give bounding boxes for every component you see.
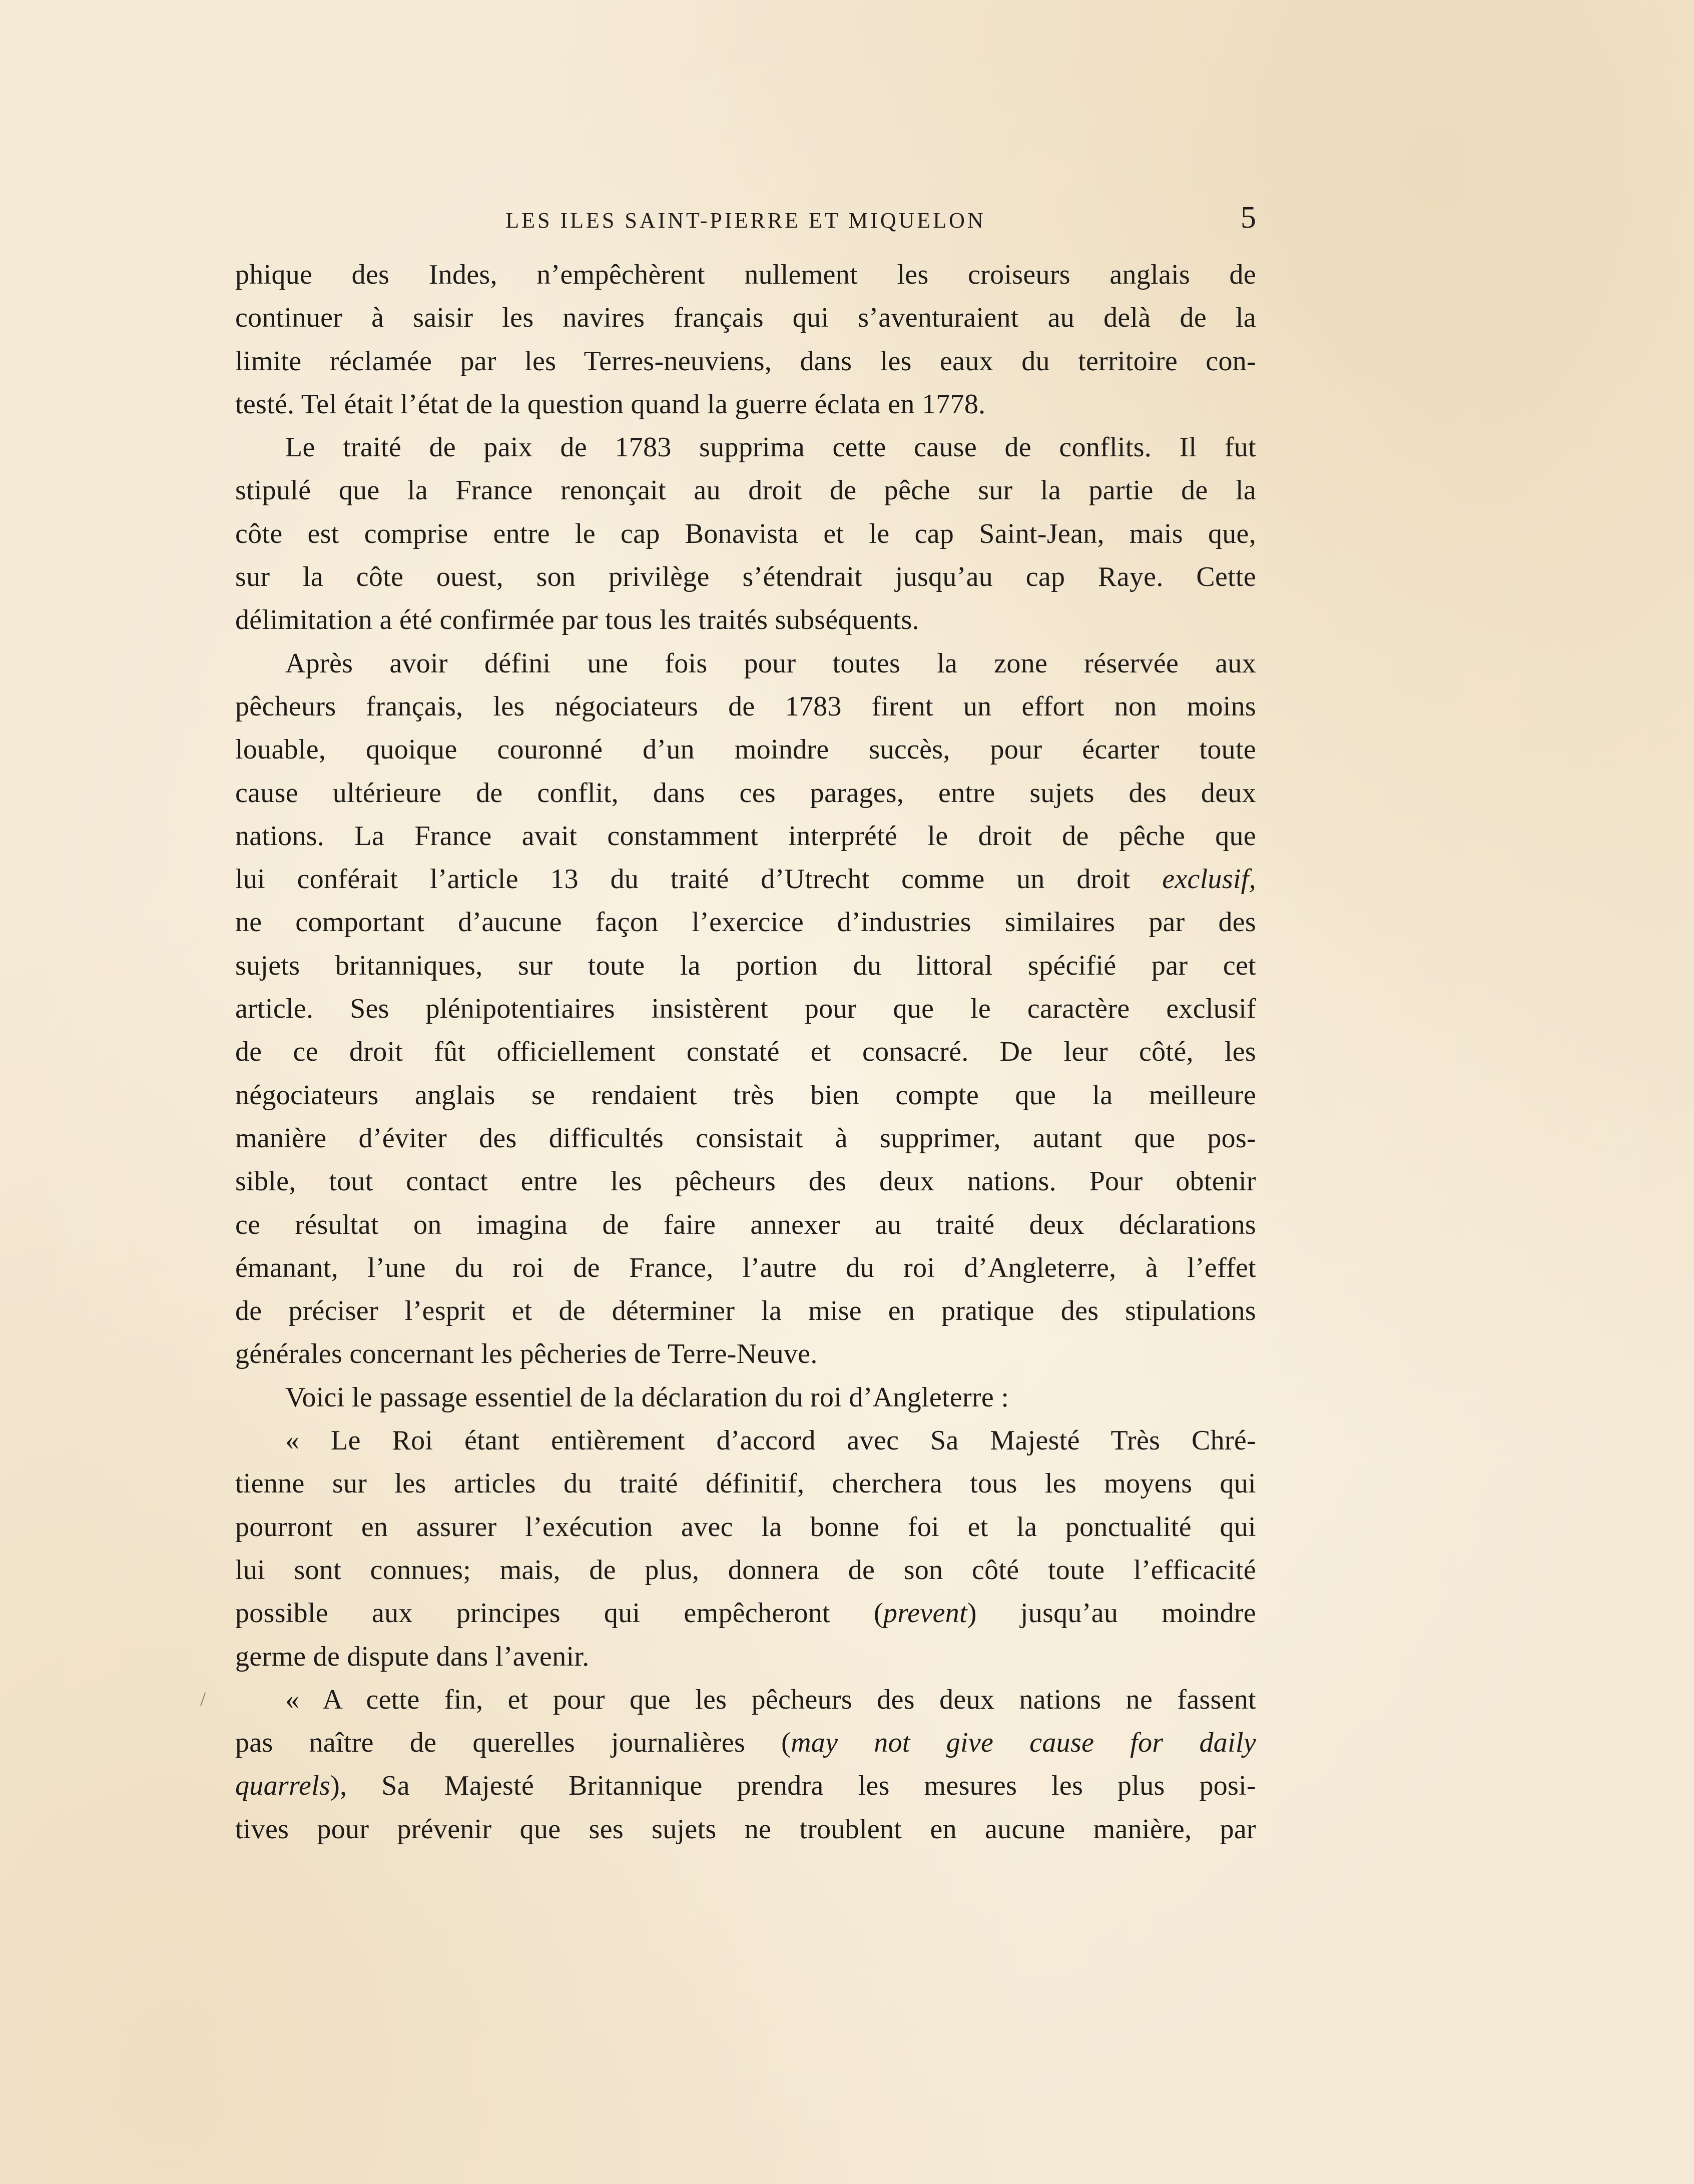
page-number: 5 (1241, 201, 1256, 235)
text-line: phique des Indes, n’empêchèrent nullement les croiseurs anglais de (235, 259, 1256, 290)
text-line: pêcheurs français, les négociateurs de 1783 firent un effort non moins (235, 690, 1256, 722)
paren-open: ( (874, 1598, 883, 1629)
text-line: nations. La France avait constamment interprété le droit de pêche que (235, 820, 1256, 852)
text-line: négociateurs anglais se rendaient très bien compte que la meilleure (235, 1079, 1256, 1111)
text-segment: pas naître de querelles journalières (235, 1727, 746, 1759)
text-line: continuer à saisir les navires français qui s’aventuraient au delà de la (235, 302, 1256, 334)
text-segment: ) jusqu’au moindre (967, 1598, 1256, 1629)
text-line: tives pour prévenir que ses sujets ne troublent en aucune manière, par (235, 1813, 1256, 1845)
text-line: stipulé que la France renonçait au droit de pêche sur la partie de la (235, 475, 1256, 506)
text-line: délimitation a été confirmée par tous les traités subséquents. (235, 604, 919, 636)
text-line: limite réclamée par les Terres-neuviens, dans les eaux du territoire con- (235, 345, 1256, 377)
text-line: côte est comprise entre le cap Bonavista et le cap Saint-Jean, mais que, (235, 518, 1256, 549)
text-line: de préciser l’esprit et de déterminer la mise en pratique des stipulations (235, 1295, 1256, 1327)
text-line: sujets britanniques, sur toute la portion du littoral spécifié par cet (235, 950, 1256, 981)
text-line: cause ultérieure de conflit, dans ces parages, entre sujets des deux (235, 777, 1256, 809)
body-text (235, 253, 1256, 1851)
text-segment: Sa Majesté Britannique prendra les mesures les plus posi- (381, 1770, 1256, 1802)
text-line: manière d’éviter des difficultés consistait à supprimer, autant que pos- (235, 1122, 1256, 1154)
text-line: émanant, l’une du roi de France, l’autre du roi d’Angleterre, à l’effet (235, 1252, 1256, 1283)
text-line: tienne sur les articles du traité définitif, cherchera tous les moyens qui (235, 1468, 1256, 1500)
text-line: lui sont connues; mais, de plus, donnera de son côté toute l’efficacité (235, 1554, 1256, 1586)
text-line: louable, quoique couronné d’un moindre succès, pour écarter toute (235, 734, 1256, 766)
text-segment: possible aux principes qui empêcheront (235, 1598, 830, 1629)
text-line: ne comportant d’aucune façon l’exercice d’industries similaires par des (235, 907, 1256, 938)
text-line: Le traité de paix de 1783 supprima cette cause de conflits. Il fut (285, 432, 1256, 463)
text-line: « Le Roi étant entièrement d’accord avec Sa Majesté Très Chré- (285, 1425, 1256, 1457)
text-line: « A cette fin, et pour que les pêcheurs des deux nations ne fassent (285, 1684, 1256, 1715)
italic-term: exclusif, (1162, 864, 1256, 895)
text-line: générales concernant les pêcheries de Terre-Neuve. (235, 1338, 818, 1370)
text-line: germe de dispute dans l’avenir. (235, 1641, 590, 1672)
paren-close: ), (330, 1770, 347, 1802)
text-line: article. Ses plénipotentiaires insistèrent pour que le caractère exclusif (235, 993, 1256, 1025)
italic-term: quarrels (235, 1770, 331, 1802)
text-line: sible, tout contact entre les pêcheurs des deux nations. Pour obtenir (235, 1166, 1256, 1197)
text-line-mixed (235, 858, 1256, 901)
text-line: sur la côte ouest, son privilège s’étendrait jusqu’au cap Raye. Cette (235, 561, 1256, 593)
text-line: Après avoir défini une fois pour toutes la zone réservée aux (285, 647, 1256, 679)
text-segment: lui conférait l’article 13 du traité d’Utrecht comme un droit (235, 864, 1131, 895)
italic-term: prevent (883, 1598, 967, 1629)
text-line-mixed (235, 1764, 1256, 1807)
paren-open: ( (781, 1727, 791, 1759)
running-title: LES ILES SAINT-PIERRE ET MIQUELON (505, 208, 986, 233)
text-line: testé. Tel était l’état de la question quand la guerre éclata en 1778. (235, 388, 986, 420)
text-line: de ce droit fût officiellement constaté et consacré. De leur côté, les (235, 1036, 1256, 1068)
text-line-mixed (235, 1721, 1256, 1764)
running-header (235, 198, 1256, 243)
text-line: Voici le passage essentiel de la déclaration du roi d’Angleterre : (285, 1381, 1009, 1413)
text-line-mixed (235, 1592, 1256, 1635)
margin-pencil-mark: / (200, 1688, 206, 1710)
text-line: ce résultat on imagina de faire annexer au traité deux déclarations (235, 1209, 1256, 1240)
text-line: pourront en assurer l’exécution avec la bonne foi et la ponctualité qui (235, 1511, 1256, 1543)
italic-term: may not give cause for daily (791, 1727, 1256, 1759)
